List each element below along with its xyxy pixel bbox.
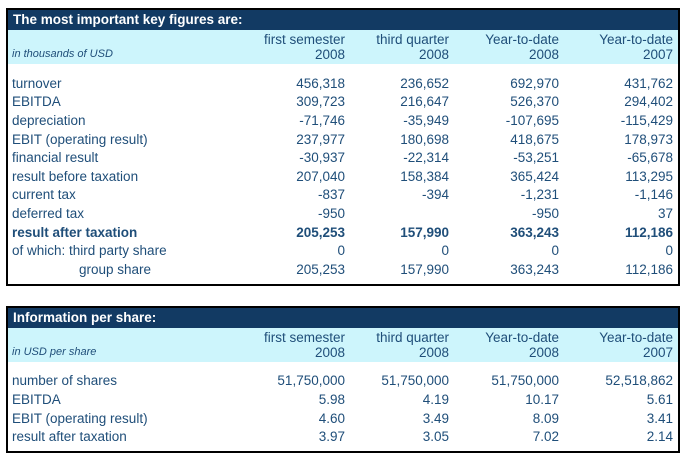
- cell-value: 112,186: [624, 224, 673, 240]
- per-share-column-header-row: [8, 328, 678, 362]
- cell-value: 0: [441, 243, 449, 259]
- cell-value: 158,384: [400, 168, 449, 184]
- cell-value: -30,937: [299, 150, 345, 166]
- row-label: result after taxation: [12, 224, 138, 240]
- cell-value: 692,970: [510, 75, 559, 91]
- per-share-body: [8, 362, 678, 451]
- cell-value: 8.09: [532, 410, 559, 426]
- cell-value: 180,698: [400, 131, 449, 147]
- cell-value: 3.49: [422, 410, 449, 426]
- cell-value: 363,243: [510, 261, 559, 277]
- cell-value: -107,695: [505, 112, 559, 128]
- cell-value: 51,750,000: [277, 373, 345, 389]
- table-row-ebit-per-share: [8, 409, 678, 428]
- table-row-group-share: [8, 260, 678, 279]
- column-header-first-semester-2008: first semester 2008: [263, 329, 345, 360]
- row-label: turnover: [12, 75, 62, 91]
- row-label: result before taxation: [12, 168, 139, 184]
- row-label: number of shares: [12, 373, 118, 389]
- per-share-title: Information per share:: [13, 309, 157, 325]
- cell-value: -1,231: [520, 187, 559, 203]
- cell-value: 309,723: [296, 94, 345, 110]
- row-label: EBIT (operating result): [12, 410, 148, 426]
- cell-value: -950: [317, 205, 345, 221]
- cell-value: 4.60: [318, 410, 345, 426]
- per-share-title-bar: [8, 308, 678, 328]
- table-row-third-party-share: [8, 241, 678, 260]
- unit-label: in thousands of USD: [12, 48, 113, 60]
- key-figures-title: The most important key figures are:: [13, 12, 243, 27]
- cell-value: 205,253: [296, 224, 345, 240]
- cell-value: -394: [421, 187, 449, 203]
- column-header-year-to-date-2007: Year-to-date 2007: [599, 329, 673, 360]
- cell-value: 237,977: [296, 131, 345, 147]
- cell-value: 3.41: [646, 410, 673, 426]
- table-row-turnover: [8, 74, 678, 93]
- table-row-ebitda-per-share: [8, 390, 678, 409]
- cell-value: 2.14: [646, 429, 673, 445]
- key-figures-body: [8, 64, 678, 284]
- cell-value: 0: [551, 243, 559, 259]
- table-row-ebitda: [8, 93, 678, 112]
- cell-value: 37: [657, 205, 673, 221]
- table-row-result-after-taxation: [8, 223, 678, 242]
- cell-value: -950: [531, 205, 559, 221]
- cell-value: 10.17: [525, 391, 559, 407]
- cell-value: 216,647: [400, 94, 449, 110]
- cell-value: 526,370: [510, 94, 559, 110]
- cell-value: 294,402: [624, 94, 673, 110]
- row-label: EBITDA: [12, 94, 61, 110]
- row-label: of which: third party share: [12, 243, 167, 259]
- cell-value: 52,518,862: [605, 373, 673, 389]
- cell-value: 365,424: [510, 168, 559, 184]
- cell-value: -837: [317, 187, 345, 203]
- column-header-year-to-date-2008: Year-to-date 2008: [485, 32, 559, 62]
- cell-value: 3.97: [318, 429, 345, 445]
- cell-value: 7.02: [532, 429, 559, 445]
- cell-value: 3.05: [422, 429, 449, 445]
- cell-value: 363,243: [510, 224, 559, 240]
- cell-value: -22,314: [403, 150, 449, 166]
- row-label: depreciation: [12, 112, 86, 128]
- column-header-year-to-date-2007: Year-to-date 2007: [599, 32, 673, 62]
- cell-value: 236,652: [400, 75, 449, 91]
- cell-value: 207,040: [296, 168, 345, 184]
- cell-value: 51,750,000: [491, 373, 559, 389]
- key-figures-column-header-row: [8, 30, 678, 64]
- cell-value: -53,251: [513, 150, 559, 166]
- table-row-ebit: [8, 130, 678, 149]
- unit-label: in USD per share: [12, 345, 97, 358]
- per-share-table: [6, 306, 680, 453]
- cell-value: 456,318: [296, 75, 345, 91]
- table-row-result-after-taxation-per-share: [8, 427, 678, 446]
- cell-value: 431,762: [624, 75, 673, 91]
- cell-value: 51,750,000: [381, 373, 449, 389]
- cell-value: 5.98: [318, 391, 345, 407]
- row-label: group share: [79, 261, 152, 277]
- cell-value: -35,949: [403, 112, 449, 128]
- table-row-current-tax: [8, 186, 678, 205]
- row-label: financial result: [12, 150, 99, 166]
- row-label: deferred tax: [12, 205, 85, 221]
- column-header-third-quarter-2008: third quarter 2008: [376, 32, 449, 62]
- row-label: result after taxation: [12, 429, 127, 445]
- cell-value: 4.19: [422, 391, 449, 407]
- cell-value: 418,675: [510, 131, 559, 147]
- cell-value: -1,146: [634, 187, 673, 203]
- row-label: EBIT (operating result): [12, 131, 148, 147]
- table-row-depreciation: [8, 111, 678, 130]
- cell-value: 113,295: [625, 168, 673, 184]
- table-row-number-of-shares: [8, 372, 678, 391]
- cell-value: -71,746: [299, 112, 345, 128]
- key-figures-title-bar: [8, 10, 678, 30]
- key-figures-table: [6, 8, 680, 286]
- cell-value: -65,678: [627, 150, 673, 166]
- cell-value: 205,253: [296, 261, 345, 277]
- cell-value: 157,990: [400, 261, 449, 277]
- column-header-first-semester-2008: first semester 2008: [263, 32, 345, 62]
- cell-value: 112,186: [625, 261, 673, 277]
- cell-value: 0: [665, 243, 673, 259]
- row-label: current tax: [12, 187, 76, 203]
- table-row-deferred-tax: [8, 204, 678, 223]
- cell-value: 157,990: [400, 224, 449, 240]
- cell-value: -115,429: [620, 112, 673, 128]
- column-header-third-quarter-2008: third quarter 2008: [376, 329, 449, 360]
- cell-value: 5.61: [646, 391, 673, 407]
- cell-value: 0: [337, 243, 345, 259]
- row-label: EBITDA: [12, 391, 61, 407]
- column-header-year-to-date-2008: Year-to-date 2008: [485, 329, 559, 360]
- table-row-result-before-taxation: [8, 167, 678, 186]
- cell-value: 178,973: [624, 131, 673, 147]
- table-row-financial-result: [8, 148, 678, 167]
